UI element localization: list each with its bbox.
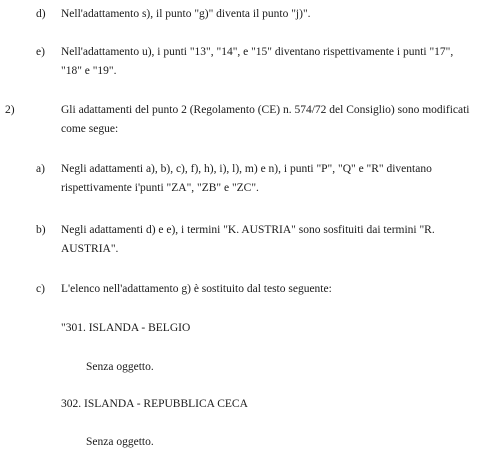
list-marker: a) — [36, 163, 45, 175]
list-item-text: Negli adattamenti a), b), c), f), h), i), l), m) e n), i punti "P", "Q" e "R" diventano rispettivamente i'punti "ZA", "ZB" e "ZC". — [61, 163, 432, 194]
entry-title: "301. ISLANDA - BELGIO — [61, 322, 191, 334]
list-marker: c) — [36, 283, 45, 295]
entry-body: Senza oggetto. — [86, 361, 154, 373]
list-marker: d) — [36, 8, 46, 20]
list-item-text: Nell'adattamento s), il punto "g)" diventa il punto "j)". — [61, 8, 311, 20]
list-marker: b) — [36, 224, 46, 236]
list-item-text: L'elenco nell'adattamento g) è sostituito dal testo seguente: — [61, 283, 332, 295]
list-marker: e) — [36, 46, 45, 58]
list-item-text: Negli adattamenti d) e e), i termini "K. AUSTRIA" sono sosfituiti dai termini "R. AUSTRIA". — [61, 224, 435, 255]
list-item-text: Gli adattamenti del punto 2 (Regolamento (CE) n. 574/72 del Consiglio) sono modificati come segue: — [61, 104, 470, 135]
list-item-text: Nell'adattamento u), i punti "13", "14", e "15" diventano rispettivamente i punti "17", "18" e "19". — [61, 46, 454, 77]
entry-title: 302. ISLANDA - REPUBBLICA CECA — [61, 398, 248, 410]
entry-body: Senza oggetto. — [86, 436, 154, 448]
list-marker: 2) — [5, 104, 15, 116]
